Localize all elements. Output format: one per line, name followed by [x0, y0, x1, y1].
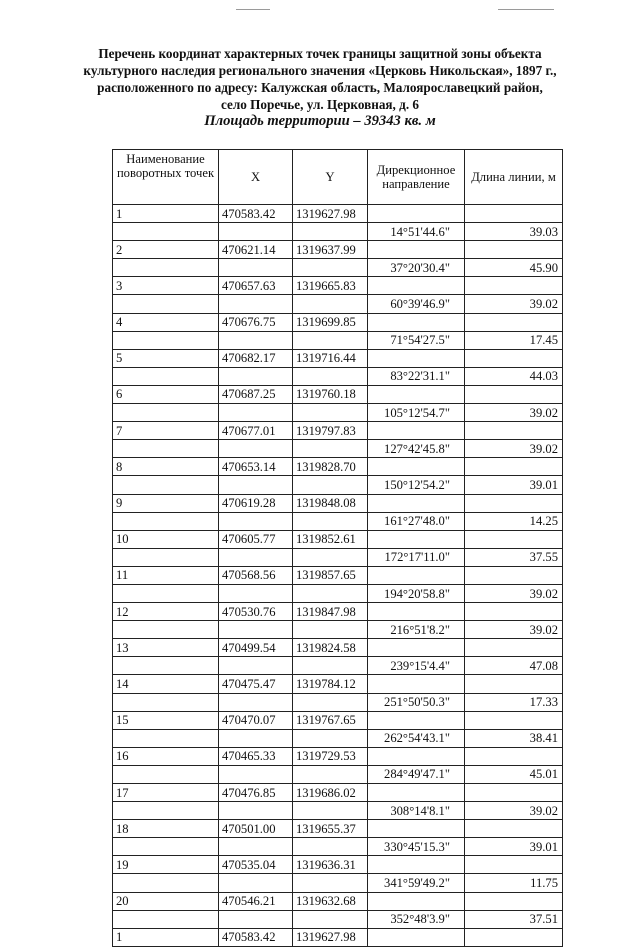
x-coordinate-cell — [219, 910, 293, 928]
y-coordinate-cell: 1319699.85 — [293, 313, 368, 331]
table-row — [113, 729, 563, 747]
line-length-cell: 39.03 — [465, 223, 563, 241]
table-row — [113, 494, 563, 512]
table-row — [113, 295, 563, 313]
x-coordinate-cell: 470568.56 — [219, 566, 293, 584]
y-coordinate-cell: 1319852.61 — [293, 530, 368, 548]
line-length-cell: 39.02 — [465, 295, 563, 313]
x-coordinate-cell — [219, 404, 293, 422]
point-name-cell — [113, 693, 219, 711]
x-coordinate-cell — [219, 440, 293, 458]
point-name-cell: 14 — [113, 675, 219, 693]
header-point-name: Наименование поворотных точек — [113, 150, 219, 205]
table-row — [113, 331, 563, 349]
table-row — [113, 711, 563, 729]
y-coordinate-cell — [293, 765, 368, 783]
point-name-cell: 3 — [113, 277, 219, 295]
x-coordinate-cell — [219, 802, 293, 820]
y-coordinate-cell: 1319857.65 — [293, 566, 368, 584]
y-coordinate-cell: 1319627.98 — [293, 205, 368, 223]
point-name-cell — [113, 548, 219, 566]
point-name-cell — [113, 910, 219, 928]
line-length-cell — [465, 566, 563, 584]
x-coordinate-cell — [219, 548, 293, 566]
table-row — [113, 313, 563, 331]
point-name-cell — [113, 440, 219, 458]
table-header-row — [113, 150, 563, 205]
table-body — [113, 205, 563, 947]
x-coordinate-cell: 470470.07 — [219, 711, 293, 729]
line-length-cell — [465, 856, 563, 874]
direction-angle-cell: 127°42'45.8" — [368, 440, 465, 458]
line-length-cell — [465, 458, 563, 476]
line-length-cell — [465, 639, 563, 657]
table-row — [113, 784, 563, 802]
table-row — [113, 928, 563, 946]
line-length-cell: 39.02 — [465, 621, 563, 639]
point-name-cell: 6 — [113, 385, 219, 403]
direction-angle-cell — [368, 349, 465, 367]
title-line-1: Перечень координат характерных точек границы защитной зоны объекта — [98, 46, 542, 61]
direction-angle-cell — [368, 856, 465, 874]
line-length-cell — [465, 928, 563, 946]
y-coordinate-cell: 1319760.18 — [293, 385, 368, 403]
x-coordinate-cell — [219, 838, 293, 856]
document-title — [40, 45, 600, 130]
table-row — [113, 693, 563, 711]
y-coordinate-cell — [293, 367, 368, 385]
direction-angle-cell: 308°14'8.1" — [368, 802, 465, 820]
y-coordinate-cell — [293, 910, 368, 928]
y-coordinate-cell — [293, 223, 368, 241]
direction-angle-cell: 239°15'4.4" — [368, 657, 465, 675]
y-coordinate-cell: 1319847.98 — [293, 603, 368, 621]
y-coordinate-cell: 1319716.44 — [293, 349, 368, 367]
point-name-cell — [113, 802, 219, 820]
direction-angle-cell — [368, 385, 465, 403]
point-name-cell — [113, 657, 219, 675]
direction-angle-cell: 330°45'15.3" — [368, 838, 465, 856]
direction-angle-cell: 262°54'43.1" — [368, 729, 465, 747]
y-coordinate-cell — [293, 440, 368, 458]
direction-angle-cell: 14°51'44.6" — [368, 223, 465, 241]
direction-angle-cell: 172°17'11.0" — [368, 548, 465, 566]
direction-angle-cell — [368, 494, 465, 512]
y-coordinate-cell — [293, 729, 368, 747]
y-coordinate-cell: 1319828.70 — [293, 458, 368, 476]
table-row — [113, 349, 563, 367]
x-coordinate-cell — [219, 765, 293, 783]
line-length-cell — [465, 892, 563, 910]
scan-mark-left — [236, 9, 270, 10]
line-length-cell — [465, 349, 563, 367]
y-coordinate-cell — [293, 838, 368, 856]
header-direction: Дирекционное направление — [368, 150, 465, 205]
direction-angle-cell — [368, 892, 465, 910]
line-length-cell — [465, 241, 563, 259]
table-row — [113, 530, 563, 548]
y-coordinate-cell — [293, 802, 368, 820]
point-name-cell — [113, 404, 219, 422]
x-coordinate-cell — [219, 476, 293, 494]
direction-angle-cell: 71°54'27.5" — [368, 331, 465, 349]
x-coordinate-cell: 470475.47 — [219, 675, 293, 693]
point-name-cell: 15 — [113, 711, 219, 729]
line-length-cell: 39.01 — [465, 838, 563, 856]
header-y: Y — [293, 150, 368, 205]
point-name-cell — [113, 331, 219, 349]
y-coordinate-cell — [293, 584, 368, 602]
line-length-cell — [465, 784, 563, 802]
table-row — [113, 566, 563, 584]
y-coordinate-cell — [293, 512, 368, 530]
y-coordinate-cell: 1319632.68 — [293, 892, 368, 910]
table-row — [113, 385, 563, 403]
x-coordinate-cell: 470530.76 — [219, 603, 293, 621]
table-row — [113, 241, 563, 259]
coordinates-table — [112, 149, 563, 947]
line-length-cell — [465, 820, 563, 838]
table-row — [113, 747, 563, 765]
direction-angle-cell — [368, 603, 465, 621]
area-line: Площадь территории – 39343 кв. м — [204, 113, 436, 129]
header-x: X — [219, 150, 293, 205]
direction-angle-cell: 194°20'58.8" — [368, 584, 465, 602]
line-length-cell — [465, 603, 563, 621]
point-name-cell: 10 — [113, 530, 219, 548]
point-name-cell: 9 — [113, 494, 219, 512]
y-coordinate-cell: 1319637.99 — [293, 241, 368, 259]
x-coordinate-cell — [219, 223, 293, 241]
y-coordinate-cell: 1319784.12 — [293, 675, 368, 693]
point-name-cell — [113, 512, 219, 530]
x-coordinate-cell: 470501.00 — [219, 820, 293, 838]
x-coordinate-cell — [219, 367, 293, 385]
line-length-cell: 39.02 — [465, 440, 563, 458]
point-name-cell: 18 — [113, 820, 219, 838]
line-length-cell — [465, 385, 563, 403]
table-row — [113, 838, 563, 856]
title-line-4: село Поречье, ул. Церковная, д. 6 — [220, 97, 420, 112]
point-name-cell: 1 — [113, 928, 219, 946]
y-coordinate-cell — [293, 404, 368, 422]
point-name-cell: 17 — [113, 784, 219, 802]
point-name-cell — [113, 874, 219, 892]
x-coordinate-cell — [219, 584, 293, 602]
x-coordinate-cell: 470546.21 — [219, 892, 293, 910]
x-coordinate-cell: 470653.14 — [219, 458, 293, 476]
line-length-cell — [465, 747, 563, 765]
y-coordinate-cell: 1319627.98 — [293, 928, 368, 946]
y-coordinate-cell: 1319797.83 — [293, 422, 368, 440]
point-name-cell: 2 — [113, 241, 219, 259]
line-length-cell: 37.55 — [465, 548, 563, 566]
direction-angle-cell — [368, 928, 465, 946]
y-coordinate-cell — [293, 657, 368, 675]
line-length-cell: 47.08 — [465, 657, 563, 675]
point-name-cell: 20 — [113, 892, 219, 910]
direction-angle-cell: 60°39'46.9" — [368, 295, 465, 313]
direction-angle-cell — [368, 675, 465, 693]
point-name-cell — [113, 838, 219, 856]
table-row — [113, 548, 563, 566]
table-row — [113, 910, 563, 928]
y-coordinate-cell: 1319824.58 — [293, 639, 368, 657]
y-coordinate-cell — [293, 259, 368, 277]
direction-angle-cell — [368, 277, 465, 295]
x-coordinate-cell: 470657.63 — [219, 277, 293, 295]
table-row — [113, 621, 563, 639]
line-length-cell: 39.02 — [465, 404, 563, 422]
point-name-cell: 8 — [113, 458, 219, 476]
table-row — [113, 765, 563, 783]
line-length-cell: 14.25 — [465, 512, 563, 530]
point-name-cell — [113, 765, 219, 783]
direction-angle-cell — [368, 820, 465, 838]
table-row — [113, 639, 563, 657]
line-length-cell — [465, 711, 563, 729]
direction-angle-cell: 37°20'30.4" — [368, 259, 465, 277]
line-length-cell: 11.75 — [465, 874, 563, 892]
table-row — [113, 367, 563, 385]
line-length-cell: 39.02 — [465, 584, 563, 602]
y-coordinate-cell: 1319848.08 — [293, 494, 368, 512]
y-coordinate-cell — [293, 874, 368, 892]
point-name-cell: 13 — [113, 639, 219, 657]
scan-mark-right — [498, 9, 554, 10]
direction-angle-cell: 284°49'47.1" — [368, 765, 465, 783]
direction-angle-cell: 105°12'54.7" — [368, 404, 465, 422]
table-row — [113, 675, 563, 693]
table-row — [113, 874, 563, 892]
direction-angle-cell: 341°59'49.2" — [368, 874, 465, 892]
x-coordinate-cell: 470676.75 — [219, 313, 293, 331]
x-coordinate-cell — [219, 693, 293, 711]
x-coordinate-cell — [219, 512, 293, 530]
y-coordinate-cell: 1319767.65 — [293, 711, 368, 729]
point-name-cell: 12 — [113, 603, 219, 621]
table-row — [113, 440, 563, 458]
direction-angle-cell: 161°27'48.0" — [368, 512, 465, 530]
point-name-cell — [113, 584, 219, 602]
point-name-cell: 4 — [113, 313, 219, 331]
table-row — [113, 657, 563, 675]
line-length-cell — [465, 530, 563, 548]
y-coordinate-cell — [293, 331, 368, 349]
direction-angle-cell — [368, 639, 465, 657]
point-name-cell: 7 — [113, 422, 219, 440]
title-line-3: расположенного по адресу: Калужская область, Малоярославецкий район, — [97, 80, 543, 95]
x-coordinate-cell — [219, 331, 293, 349]
direction-angle-cell — [368, 422, 465, 440]
y-coordinate-cell: 1319729.53 — [293, 747, 368, 765]
line-length-cell — [465, 422, 563, 440]
table-row — [113, 512, 563, 530]
line-length-cell: 45.90 — [465, 259, 563, 277]
x-coordinate-cell: 470499.54 — [219, 639, 293, 657]
x-coordinate-cell — [219, 259, 293, 277]
point-name-cell — [113, 621, 219, 639]
line-length-cell: 39.01 — [465, 476, 563, 494]
x-coordinate-cell — [219, 729, 293, 747]
line-length-cell — [465, 205, 563, 223]
x-coordinate-cell — [219, 874, 293, 892]
y-coordinate-cell — [293, 295, 368, 313]
table-row — [113, 476, 563, 494]
x-coordinate-cell: 470465.33 — [219, 747, 293, 765]
x-coordinate-cell: 470605.77 — [219, 530, 293, 548]
table-row — [113, 820, 563, 838]
point-name-cell: 5 — [113, 349, 219, 367]
direction-angle-cell — [368, 566, 465, 584]
line-length-cell: 38.41 — [465, 729, 563, 747]
direction-angle-cell: 216°51'8.2" — [368, 621, 465, 639]
point-name-cell: 16 — [113, 747, 219, 765]
line-length-cell: 44.03 — [465, 367, 563, 385]
direction-angle-cell: 150°12'54.2" — [368, 476, 465, 494]
x-coordinate-cell — [219, 295, 293, 313]
y-coordinate-cell — [293, 476, 368, 494]
direction-angle-cell: 352°48'3.9" — [368, 910, 465, 928]
table-row — [113, 892, 563, 910]
line-length-cell: 17.33 — [465, 693, 563, 711]
point-name-cell — [113, 476, 219, 494]
x-coordinate-cell: 470687.25 — [219, 385, 293, 403]
line-length-cell — [465, 675, 563, 693]
direction-angle-cell — [368, 711, 465, 729]
y-coordinate-cell — [293, 693, 368, 711]
x-coordinate-cell: 470583.42 — [219, 928, 293, 946]
y-coordinate-cell: 1319686.02 — [293, 784, 368, 802]
point-name-cell — [113, 729, 219, 747]
x-coordinate-cell: 470619.28 — [219, 494, 293, 512]
table-row — [113, 404, 563, 422]
x-coordinate-cell — [219, 621, 293, 639]
title-line-2: культурного наследия регионального значения «Церковь Никольская», 1897 г., — [83, 63, 557, 78]
line-length-cell — [465, 494, 563, 512]
x-coordinate-cell: 470583.42 — [219, 205, 293, 223]
point-name-cell: 19 — [113, 856, 219, 874]
table-row — [113, 856, 563, 874]
x-coordinate-cell: 470682.17 — [219, 349, 293, 367]
x-coordinate-cell — [219, 657, 293, 675]
direction-angle-cell — [368, 241, 465, 259]
x-coordinate-cell: 470535.04 — [219, 856, 293, 874]
table-row — [113, 603, 563, 621]
line-length-cell — [465, 277, 563, 295]
table-row — [113, 223, 563, 241]
header-length: Длина линии, м — [465, 150, 563, 205]
y-coordinate-cell — [293, 621, 368, 639]
point-name-cell — [113, 367, 219, 385]
table-row — [113, 422, 563, 440]
line-length-cell: 17.45 — [465, 331, 563, 349]
line-length-cell — [465, 313, 563, 331]
direction-angle-cell: 251°50'50.3" — [368, 693, 465, 711]
y-coordinate-cell: 1319636.31 — [293, 856, 368, 874]
table-row — [113, 802, 563, 820]
table-row — [113, 458, 563, 476]
y-coordinate-cell — [293, 548, 368, 566]
y-coordinate-cell: 1319655.37 — [293, 820, 368, 838]
direction-angle-cell — [368, 530, 465, 548]
point-name-cell — [113, 223, 219, 241]
point-name-cell: 11 — [113, 566, 219, 584]
direction-angle-cell — [368, 205, 465, 223]
x-coordinate-cell: 470476.85 — [219, 784, 293, 802]
y-coordinate-cell: 1319665.83 — [293, 277, 368, 295]
table-row — [113, 584, 563, 602]
line-length-cell: 45.01 — [465, 765, 563, 783]
point-name-cell — [113, 259, 219, 277]
x-coordinate-cell: 470621.14 — [219, 241, 293, 259]
table-row — [113, 277, 563, 295]
direction-angle-cell — [368, 458, 465, 476]
line-length-cell: 39.02 — [465, 802, 563, 820]
direction-angle-cell — [368, 313, 465, 331]
direction-angle-cell — [368, 747, 465, 765]
direction-angle-cell — [368, 784, 465, 802]
line-length-cell: 37.51 — [465, 910, 563, 928]
point-name-cell — [113, 295, 219, 313]
point-name-cell: 1 — [113, 205, 219, 223]
direction-angle-cell: 83°22'31.1" — [368, 367, 465, 385]
table-row — [113, 259, 563, 277]
table-row — [113, 205, 563, 223]
x-coordinate-cell: 470677.01 — [219, 422, 293, 440]
